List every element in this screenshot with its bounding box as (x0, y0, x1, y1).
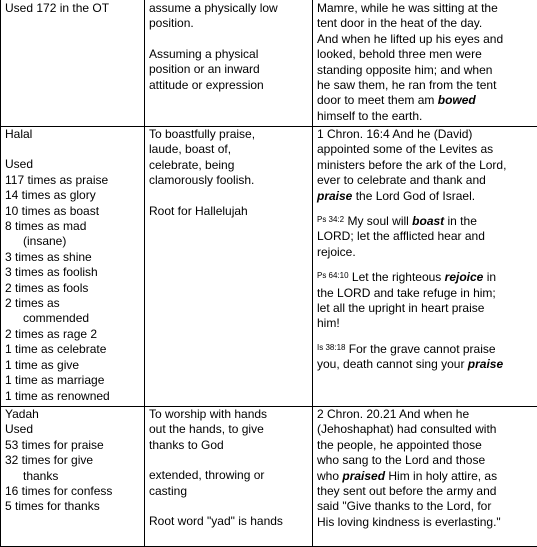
verse-line: rejoice. (317, 245, 534, 260)
usage-count: 10 times as boast (5, 204, 141, 219)
yadah-word-cell (1, 407, 145, 547)
verse-line: Mamre, while he was sitting at the (317, 1, 534, 16)
verse-emphasis: praise (317, 189, 352, 203)
root-note: Root for Hallelujah (149, 204, 309, 219)
meaning-line: clamorously foolish. (149, 173, 309, 188)
verse-line: let all the upright in heart praise (317, 301, 534, 316)
meaning-line: attitude or expression (149, 78, 309, 93)
verse-line: the people, he appointed those (317, 438, 534, 453)
verse-text: who (317, 469, 342, 483)
verse-text: My soul will (344, 214, 412, 228)
meaning-line: Assuming a physical (149, 47, 309, 62)
meaning-line: position. (149, 16, 309, 31)
verse-text: For the grave cannot praise (345, 342, 495, 356)
table-row (1, 407, 537, 547)
verse-line: him! (317, 316, 534, 331)
usage-count: 14 times as glory (5, 188, 141, 203)
meaning-line: out the hands, to give (149, 422, 309, 437)
verse-reference: Ps 34:2 (317, 215, 344, 224)
usage-count: 53 times for praise (5, 438, 141, 453)
root-note: Root word "yad" is hands (149, 514, 309, 529)
verse-line (317, 189, 534, 204)
verse-line (317, 357, 534, 372)
verse-line: himself to the earth. (317, 109, 534, 124)
verse-emphasis: praised (342, 469, 385, 483)
verse-line: And when he lifted up his eyes and (317, 32, 534, 47)
halal-meaning-cell (145, 127, 313, 407)
yadah-meaning-cell (145, 407, 313, 547)
usage-count: 117 times as praise (5, 173, 141, 188)
usage-count: 32 times for give (5, 453, 141, 468)
usage-count: 16 times for confess (5, 484, 141, 499)
verse-line: 1 Chron. 16:4 And he (David) (317, 127, 534, 142)
table-row (1, 127, 537, 407)
usage-count: 2 times as (5, 296, 141, 311)
usage-label: Used (5, 157, 141, 172)
verse-line: standing opposite him; and when (317, 63, 534, 78)
usage-count: thanks (5, 469, 141, 484)
halal-verse-cell (313, 127, 537, 407)
verse-line: 2 Chron. 20.21 And when he (317, 407, 534, 422)
verse-line (317, 469, 534, 484)
verse-reference: Is 38:18 (317, 343, 345, 352)
verse-line: he saw them, he ran from the tent (317, 78, 534, 93)
verse-emphasis: bowed (438, 93, 476, 107)
verse-emphasis: rejoice (445, 270, 484, 284)
usage-count: 2 times as fools (5, 281, 141, 296)
usage-count: 1 time as renowned (5, 389, 141, 404)
meaning-line: assume a physically low (149, 1, 309, 16)
verse-text: in the (444, 214, 477, 228)
verse-text: Him in holy attire, as (385, 469, 497, 483)
meaning-line: celebrate, being (149, 158, 309, 173)
word-title: Yadah (5, 407, 141, 422)
row1-meaning-cell (145, 0, 313, 127)
verse-reference: Ps 64:10 (317, 271, 349, 280)
verse-emphasis: boast (412, 214, 444, 228)
usage-count: 1 time as give (5, 358, 141, 373)
verse-text: door to meet them am (317, 93, 438, 107)
meaning-line: To boastfully praise, (149, 127, 309, 142)
verse-line (317, 212, 534, 229)
usage-count: 2 times as rage 2 (5, 327, 141, 342)
yadah-verse-cell (313, 407, 537, 547)
row1-usage: Used 172 in the OT (5, 1, 141, 16)
halal-word-cell (1, 127, 145, 407)
usage-count: commended (5, 311, 141, 326)
verse-line: said "Give thanks to the Lord, for (317, 499, 534, 514)
usage-count: 1 time as celebrate (5, 342, 141, 357)
usage-count: 8 times as mad (5, 219, 141, 234)
verse-text: you, death cannot sing your (317, 357, 468, 371)
verse-line: ministers before the ark of the Lord, (317, 158, 534, 173)
row1-verse-cell (313, 0, 537, 127)
meaning-line: extended, throwing or (149, 468, 309, 483)
usage-count: 1 time as marriage (5, 373, 141, 388)
verse-line: who sang to the Lord and those (317, 453, 534, 468)
table-row (1, 0, 537, 127)
meaning-line: casting (149, 484, 309, 499)
verse-line (317, 340, 534, 357)
verse-line: His loving kindness is everlasting." (317, 515, 534, 530)
verse-line: looked, behold three men were (317, 47, 534, 62)
row1-word-cell (1, 0, 145, 127)
meaning-line: position or an inward (149, 62, 309, 77)
meaning-line: laude, boast of, (149, 142, 309, 157)
meaning-line: To worship with hands (149, 407, 309, 422)
verse-line: LORD; let the afflicted hear and (317, 229, 534, 244)
verse-line: the LORD and take refuge in him; (317, 286, 534, 301)
verse-line: they sent out before the army and (317, 484, 534, 499)
verse-text: Let the righteous (349, 270, 445, 284)
usage-count: 3 times as shine (5, 250, 141, 265)
verse-line: ever to celebrate and thank and (317, 173, 534, 188)
usage-count: (insane) (5, 234, 141, 249)
verse-text: in (483, 270, 496, 284)
verse-line: tent door in the heat of the day. (317, 16, 534, 31)
verse-emphasis: praise (468, 357, 503, 371)
verse-line: (Jehoshaphat) had consulted with (317, 422, 534, 437)
meaning-line: thanks to God (149, 438, 309, 453)
word-title: Halal (5, 127, 141, 142)
verse-line: appointed some of the Levites as (317, 142, 534, 157)
verse-line (317, 93, 534, 108)
verse-text: the Lord God of Israel. (352, 189, 475, 203)
usage-count: 5 times for thanks (5, 499, 141, 514)
usage-label: Used (5, 422, 141, 437)
verse-line (317, 268, 534, 285)
usage-count: 3 times as foolish (5, 265, 141, 280)
